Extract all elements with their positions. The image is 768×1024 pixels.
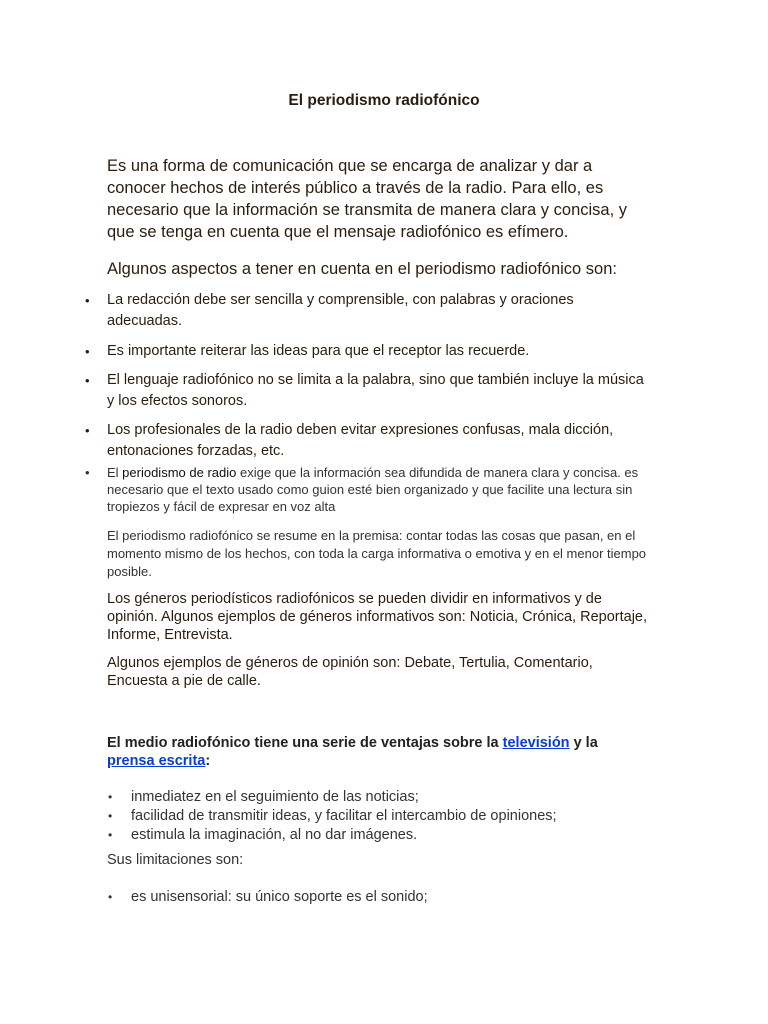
intro-paragraph: Es una forma de comunicación que se encarga de analizar y dar a conocer hechos de interés público a través de la radio. Para ello, es necesario que la información se transmita de manera clara y concisa, y que se tenga en cuenta que el mensaje radiofónico es efímero. bbox=[107, 157, 627, 241]
list-item: • El lenguaje radiofónico no se limita a la palabra, sino que también incluye la música y los efectos sonoros. bbox=[107, 370, 652, 412]
list-item: • inmediatez en el seguimiento de las noticias; bbox=[131, 788, 651, 806]
ventajas-heading bbox=[107, 734, 627, 770]
list-item: • facilidad de transmitir ideas, y facilitar el intercambio de opiniones; bbox=[131, 807, 651, 825]
list-item: • es unisensorial: su único soporte es el sonido; bbox=[131, 888, 651, 906]
aspect5-term: periodismo de radio bbox=[122, 465, 237, 480]
summary-paragraph: El periodismo radiofónico se resume en la premisa: contar todas las cosas que pasan, en el momento mismo de los hechos, con toda la carga informativa o emotiva y en el menor tiempo posible. bbox=[107, 528, 647, 579]
television-link[interactable]: televisión bbox=[502, 735, 570, 751]
page-title: El periodismo radiofónico bbox=[288, 92, 480, 109]
genres-paragraph: Los géneros periodísticos radiofónicos se pueden dividir en informativos y de opinión. Algunos ejemplos de géneros informativos son: Noticia, Crónica, Reportaje, Informe, Entrevista. bbox=[107, 591, 648, 643]
ventajas-text-2: y la bbox=[569, 735, 598, 751]
ventajas-text-3: : bbox=[205, 753, 211, 769]
list-item: • La redacción debe ser sencilla y comprensible, con palabras y oraciones adecuadas. bbox=[107, 290, 652, 332]
limitaciones-heading: Sus limitaciones son: bbox=[107, 852, 244, 868]
list-item: • Los profesionales de la radio deben evitar expresiones confusas, mala dicción, entonaciones forzadas, etc. bbox=[107, 420, 652, 462]
list-item bbox=[107, 464, 652, 515]
aspects-heading: Algunos aspectos a tener en cuenta en el periodismo radiofónico son: bbox=[107, 260, 617, 278]
list-item: • Es importante reiterar las ideas para que el receptor las recuerde. bbox=[107, 341, 652, 362]
aspect5-rest: exige que la información sea difundida de manera clara y concisa. es necesario que el texto usado como guion esté bien organizado y que facilite una lectura sin tropiezos y fácil de expresar en voz alta bbox=[107, 465, 639, 514]
list-item: • estimula la imaginación, al no dar imágenes. bbox=[131, 826, 651, 844]
opinion-paragraph: Algunos ejemplos de géneros de opinión son: Debate, Tertulia, Comentario, Encuesta a pie de calle. bbox=[107, 655, 593, 689]
ventajas-text-1: El medio radiofónico tiene una serie de ventajas sobre la bbox=[107, 735, 503, 751]
aspect5-prefix: El bbox=[107, 465, 123, 480]
prensa-escrita-link[interactable]: prensa escrita bbox=[107, 753, 206, 769]
